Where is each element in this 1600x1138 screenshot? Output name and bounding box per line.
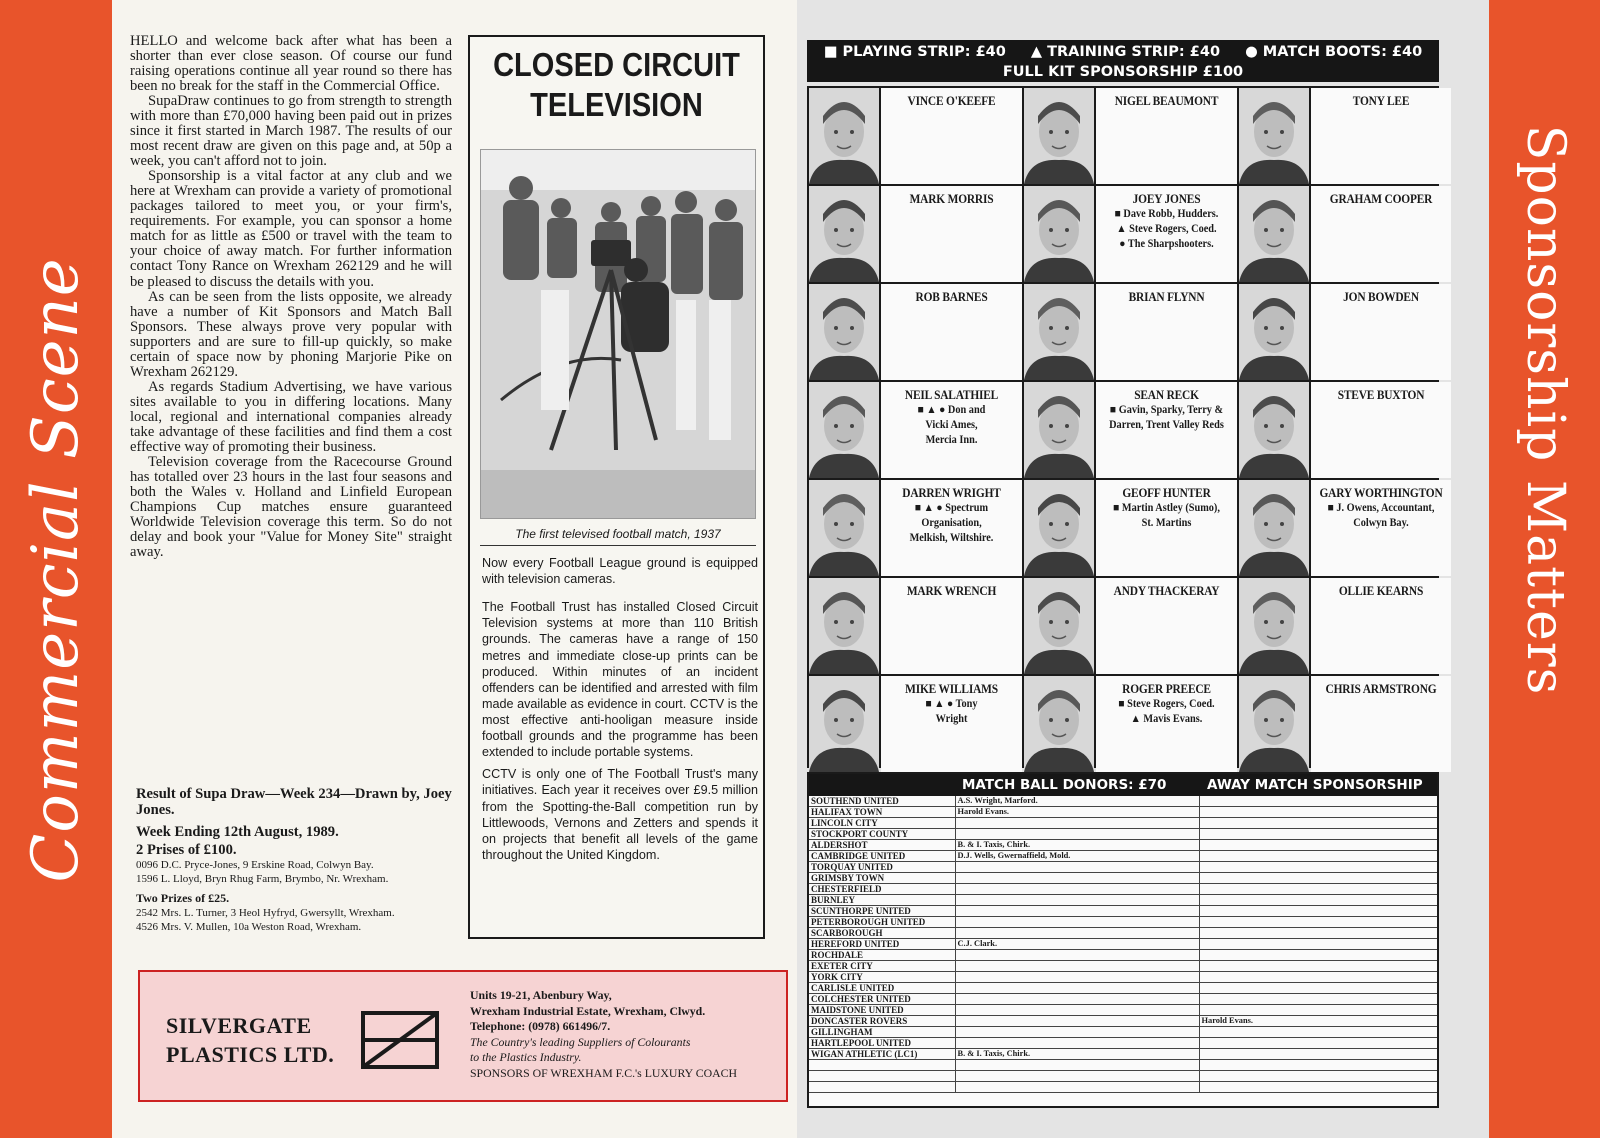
match-ball-donor: C.J. Clark. [955, 939, 1199, 950]
match-ball-donor: B. & I. Taxis, Chirk. [955, 1049, 1199, 1060]
player-sponsor-line: Organisation, [921, 516, 982, 529]
player-name: JOEY JONES [1132, 192, 1201, 206]
player-name: OLLIE KEARNS [1338, 584, 1424, 598]
player-sponsor-cell [1096, 382, 1237, 478]
player-photo [1239, 676, 1309, 772]
away-match-sponsor: Harold Evans. [1199, 1016, 1437, 1027]
away-match-sponsor [1199, 1071, 1437, 1082]
player-name: ROB BARNES [915, 290, 988, 304]
advert-tagline: to the Plastics Industry. [470, 1050, 582, 1065]
donors-table [809, 796, 1437, 1093]
away-match-sponsor [1199, 884, 1437, 895]
player-sponsor-line: ■ Martin Astley (Sumo), [1113, 502, 1220, 514]
player-portrait-icon [809, 186, 879, 282]
player-portrait-icon [1239, 676, 1309, 772]
player-sponsor-cell [881, 480, 1022, 576]
fixture-team: SOUTHEND UNITED [809, 796, 955, 807]
player-name: GRAHAM COOPER [1329, 192, 1433, 206]
player-photo [1239, 480, 1309, 576]
donor-row [809, 1038, 1437, 1049]
draw-prize-heading-2: Two Prizes of £25. [136, 890, 230, 905]
player-name: MARK MORRIS [909, 192, 994, 206]
article-paragraph: SupaDraw continues to go from strength to strength with more than £70,000 having been paid out in prizes since it first started in March 1987. The results of our most recent draw are given on this page and, at 50p a week, you can't afford not to join. [130, 93, 452, 170]
donor-row [809, 1049, 1437, 1060]
full-kit-price: FULL KIT SPONSORSHIP £100 [1002, 64, 1244, 80]
player-portrait-icon [809, 88, 879, 184]
away-match-sponsor [1199, 917, 1437, 928]
player-portrait-icon [1024, 382, 1094, 478]
match-ball-donor [955, 1060, 1199, 1071]
player-photo [1239, 578, 1309, 674]
player-sponsor-line: ■ ▲ ● Don and [917, 404, 986, 416]
away-match-sponsor [1199, 928, 1437, 939]
player-portrait-icon [1024, 88, 1094, 184]
cctv-text [482, 555, 758, 875]
away-sponsorship-title: AWAY MATCH SPONSORSHIP [1207, 777, 1423, 793]
donor-row [809, 873, 1437, 884]
draw-winner: 4526 Mrs. V. Mullen, 10a Weston Road, Wrexham. [136, 921, 362, 934]
player-name: MARK WRENCH [906, 584, 997, 598]
player-portrait-icon [809, 578, 879, 674]
cctv-title-line: CLOSED CIRCUIT [493, 46, 740, 83]
away-match-sponsor [1199, 1049, 1437, 1060]
player-photo [1239, 284, 1309, 380]
player-photo [1024, 578, 1094, 674]
player-name: TONY LEE [1352, 94, 1410, 108]
donor-row [809, 928, 1437, 939]
away-match-sponsor [1199, 818, 1437, 829]
advert-telephone: Telephone: (0978) 661496/7. [470, 1019, 611, 1034]
fixture-team: BURNLEY [809, 895, 955, 906]
player-name: GEOFF HUNTER [1122, 486, 1211, 500]
fixture-team: DONCASTER ROVERS [809, 1016, 955, 1027]
player-sponsor-cell [881, 186, 1022, 282]
fixture-team [809, 1071, 955, 1082]
player-photo [1024, 676, 1094, 772]
fixture-team: YORK CITY [809, 972, 955, 983]
advertiser-name-line: PLASTICS LTD. [166, 1041, 335, 1067]
away-match-sponsor [1199, 994, 1437, 1005]
player-sponsor-cell [1311, 382, 1451, 478]
player-sponsor-line: Melkish, Wiltshire. [909, 531, 994, 544]
draw-winner: 2542 Mrs. L. Turner, 3 Heol Hyfryd, Gwersyllt, Wrexham. [136, 906, 395, 919]
player-portrait-icon [809, 284, 879, 380]
article-paragraph: Sponsorship is a vital factor at any club and we here at Wrexham can provide a variety of promotional packages tailored to meet you, or your firm's, requirements. For example, you can sponsor a home match for as little as £500 or travel with the team to your choice of away match. For further information contact Tony Rance on Wrexham 262129 and he will be pleased to discuss the details with you. [130, 168, 452, 290]
fixture-team [809, 1060, 955, 1071]
player-photo [809, 186, 879, 282]
right-title-band [1489, 0, 1600, 1138]
player-sponsor-line: Wright [935, 712, 968, 725]
advert-address: Units 19-21, Abenbury Way, [470, 988, 612, 1002]
player-sponsor-grid [807, 86, 1443, 768]
donor-row [809, 983, 1437, 994]
player-photo [1024, 186, 1094, 282]
cctv-title [488, 45, 746, 126]
fixture-team: COLCHESTER UNITED [809, 994, 955, 1005]
advert-tagline: The Country's leading Suppliers of Colourants [470, 1034, 691, 1049]
article-paragraph: HELLO and welcome back after what has been a shorter than ever close season. Of course our fund raising operations continue all year round so there has been no break for the staff in the Commercial Office. [130, 33, 452, 95]
player-portrait-icon [1239, 382, 1309, 478]
fixture-team: HALIFAX TOWN [809, 807, 955, 818]
donor-row [809, 1027, 1437, 1038]
left-title-band [0, 0, 112, 1138]
fixture-team: CARLISLE UNITED [809, 983, 955, 994]
player-name: STEVE BUXTON [1337, 388, 1425, 402]
donor-row [809, 807, 1437, 818]
player-photo [1239, 88, 1309, 184]
advertiser-details [470, 988, 780, 1081]
match-ball-donor [955, 983, 1199, 994]
player-sponsor-cell [881, 578, 1022, 674]
player-sponsor-cell [881, 676, 1022, 772]
donor-row [809, 906, 1437, 917]
away-match-sponsor [1199, 796, 1437, 807]
player-photo [1024, 382, 1094, 478]
player-portrait-icon [809, 382, 879, 478]
away-match-sponsor [1199, 939, 1437, 950]
player-photo [809, 578, 879, 674]
player-name: JON BOWDEN [1343, 290, 1419, 304]
away-match-sponsor [1199, 829, 1437, 840]
player-name: GARY WORTHINGTON [1319, 486, 1443, 500]
player-portrait-icon [1239, 186, 1309, 282]
caption-divider [480, 545, 756, 546]
donor-row [809, 884, 1437, 895]
player-portrait-icon [1024, 578, 1094, 674]
donor-row [809, 961, 1437, 972]
training-strip-price: ▲ TRAINING STRIP: £40 [1030, 44, 1221, 60]
player-portrait-icon [1024, 676, 1094, 772]
match-ball-donor [955, 873, 1199, 884]
player-sponsor-cell [1096, 284, 1237, 380]
playing-strip-price: ■ PLAYING STRIP: £40 [823, 44, 1006, 60]
match-ball-donor [955, 895, 1199, 906]
player-sponsor-line: ▲ Mavis Evans. [1130, 712, 1203, 725]
player-sponsor-cell [1311, 284, 1451, 380]
historic-photo [480, 149, 756, 519]
player-name: ROGER PREECE [1122, 682, 1211, 696]
donor-row [809, 939, 1437, 950]
article-paragraph: Television coverage from the Racecourse Ground has totalled over 23 hours in the last four seasons and both the Wales v. Holland and Linfield European Champions Cup matches ensure guaranteed Worldwide Television coverage this term. So do not delay and book your "Value for Money Site" straight away. [130, 453, 452, 561]
player-sponsor-line: ■ ▲ ● Spectrum [914, 502, 989, 514]
player-portrait-icon [1024, 480, 1094, 576]
player-sponsor-cell [1096, 186, 1237, 282]
player-photo [1024, 480, 1094, 576]
away-match-sponsor [1199, 873, 1437, 884]
away-match-sponsor [1199, 1082, 1437, 1093]
match-ball-donor [955, 928, 1199, 939]
player-sponsor-line: St. Martins [1141, 516, 1192, 529]
fixture-team: CHESTERFIELD [809, 884, 955, 895]
fixture-team: STOCKPORT COUNTY [809, 829, 955, 840]
fixture-team: HEREFORD UNITED [809, 939, 955, 950]
draw-winner: 0096 D.C. Pryce-Jones, 9 Erskine Road, Colwyn Bay. [136, 859, 374, 872]
player-sponsor-cell [881, 382, 1022, 478]
match-ball-donor: B. & I. Taxis, Chirk. [955, 840, 1199, 851]
player-sponsor-cell [1096, 578, 1237, 674]
player-portrait-icon [1239, 284, 1309, 380]
match-ball-donor [955, 1082, 1199, 1093]
draw-heading: Result of Supa Draw—Week 234—Drawn by, Joey Jones. [136, 786, 452, 819]
match-ball-donor [955, 972, 1199, 983]
match-ball-donor [955, 961, 1199, 972]
player-name: MIKE WILLIAMS [905, 682, 998, 696]
match-ball-donor [955, 818, 1199, 829]
away-match-sponsor [1199, 906, 1437, 917]
photo-caption: The first televised football match, 1937 [515, 527, 721, 541]
match-ball-donor: Harold Evans. [955, 807, 1199, 818]
player-name: DARREN WRIGHT [902, 486, 1001, 500]
away-match-sponsor [1199, 862, 1437, 873]
away-match-sponsor [1199, 851, 1437, 862]
player-photo [809, 88, 879, 184]
cctv-title-line: TELEVISION [530, 86, 703, 124]
away-match-sponsor [1199, 961, 1437, 972]
player-name: ANDY THACKERAY [1113, 584, 1220, 598]
fixture-team: LINCOLN CITY [809, 818, 955, 829]
player-portrait-icon [1239, 480, 1309, 576]
donor-row [809, 818, 1437, 829]
donor-row [809, 1016, 1437, 1027]
player-sponsor-cell [1096, 676, 1237, 772]
fixture-team: HARTLEPOOL UNITED [809, 1038, 955, 1049]
donor-row [809, 950, 1437, 961]
silvergate-advert [138, 970, 788, 1102]
photo-illustration [481, 150, 756, 519]
advertiser-name [166, 1012, 334, 1069]
match-ball-donors-title: MATCH BALL DONORS: £70 [962, 777, 1167, 793]
fixture-team: TORQUAY UNITED [809, 862, 955, 873]
supa-draw-results [136, 786, 458, 934]
player-portrait-icon [809, 676, 879, 772]
match-ball-donor [955, 917, 1199, 928]
player-sponsor-line: ■ J. Owens, Accountant, [1327, 502, 1435, 514]
donor-row [809, 972, 1437, 983]
player-sponsor-line: ■ Steve Rogers, Coed. [1118, 698, 1215, 710]
fixture-team: CAMBRIDGE UNITED [809, 851, 955, 862]
player-sponsor-line: ● The Sharpshooters. [1119, 237, 1214, 250]
fixture-team: EXETER CITY [809, 961, 955, 972]
match-ball-donor [955, 829, 1199, 840]
right-page [797, 0, 1600, 1138]
player-sponsor-cell [881, 284, 1022, 380]
match-ball-donor [955, 1005, 1199, 1016]
player-portrait-icon [1024, 284, 1094, 380]
fixture-team: GRIMSBY TOWN [809, 873, 955, 884]
match-ball-donor [955, 994, 1199, 1005]
player-sponsor-cell [1096, 88, 1237, 184]
player-portrait-icon [809, 480, 879, 576]
player-portrait-icon [1239, 88, 1309, 184]
cctv-paragraph: The Football Trust has installed Closed Circuit Television systems at more than 110 British grounds. The cameras have a range of 150 metres and immediate close-up prints can be produced. Within minutes of an incident offenders can be identified and arrested with film made available as evidence in court. CCTV is the most effective anti-hooligan measure inside football grounds and the programme has been extended to include portable systems. [482, 600, 758, 760]
player-sponsor-cell [1311, 676, 1451, 772]
fixture-team: ALDERSHOT [809, 840, 955, 851]
commercial-scene-title: Commercial Scene [19, 257, 93, 883]
donors-header [809, 774, 1437, 796]
player-sponsor-line: ■ Gavin, Sparky, Terry & [1109, 404, 1224, 416]
player-photo [1024, 88, 1094, 184]
away-match-sponsor [1199, 1060, 1437, 1071]
fixture-team: PETERBOROUGH UNITED [809, 917, 955, 928]
fixture-team: ROCHDALE [809, 950, 955, 961]
fixture-team: MAIDSTONE UNITED [809, 1005, 955, 1016]
draw-prize-heading-1: 2 Prises of £100. [136, 842, 237, 859]
away-match-sponsor [1199, 895, 1437, 906]
article-paragraph: As can be seen from the lists opposite, we already have a number of Kit Sponsors and Match Ball Sponsors. These always prove very popular with supporters and are sure to fill-up quickly, so make certain of space now by phoning Marjorie Pike on Wrexham 262129. [130, 288, 452, 380]
player-name: VINCE O'KEEFE [907, 94, 996, 108]
player-sponsor-line: Colwyn Bay. [1353, 516, 1409, 529]
away-match-sponsor [1199, 983, 1437, 994]
donor-row [809, 1060, 1437, 1071]
cctv-paragraph: CCTV is only one of The Football Trust's many initiatives. Each year it receives over £9.5 million from the Spotting-the-Ball competition run by Littlewoods, Vernons and Zetters and spends it on projects that benefit all levels of the game throughout the United Kingdom. [482, 767, 758, 862]
away-match-sponsor [1199, 950, 1437, 961]
fixture-team [809, 1082, 955, 1093]
match-ball-donor [955, 1016, 1199, 1027]
player-sponsor-line: ■ ▲ ● Tony [925, 698, 978, 710]
player-photo [809, 284, 879, 380]
draw-week-ending: Week Ending 12th August, 1989. [136, 824, 339, 841]
advertiser-name-line: SILVERGATE [166, 1013, 312, 1038]
match-ball-donor [955, 1071, 1199, 1082]
donor-row [809, 1005, 1437, 1016]
advert-sponsor-line: SPONSORS OF WREXHAM F.C.'s LUXURY COACH [470, 1065, 737, 1080]
away-match-sponsor [1199, 807, 1437, 818]
match-ball-donor: A.S. Wright, Marford. [955, 796, 1199, 807]
player-name: NIGEL BEAUMONT [1114, 94, 1219, 108]
player-name: CHRIS ARMSTRONG [1325, 682, 1437, 696]
match-ball-donor [955, 1027, 1199, 1038]
player-sponsor-line: Darren, Trent Valley Reds [1109, 418, 1224, 431]
match-ball-donor [955, 862, 1199, 873]
away-match-sponsor [1199, 972, 1437, 983]
kit-sponsorship-header [807, 40, 1439, 82]
player-sponsor-line: ■ Dave Robb, Hudders. [1114, 208, 1219, 220]
match-ball-donor [955, 884, 1199, 895]
player-sponsor-cell [1096, 480, 1237, 576]
sponsorship-matters-title: Sponsorship Matters [1515, 124, 1575, 696]
gate-logo-icon [360, 1010, 440, 1070]
match-ball-donor: D.J. Wells, Gwernaffield, Mold. [955, 851, 1199, 862]
player-photo [809, 382, 879, 478]
player-photo [1239, 382, 1309, 478]
player-sponsor-cell [1311, 88, 1451, 184]
match-boots-price: ● MATCH BOOTS: £40 [1245, 44, 1423, 60]
player-sponsor-line: Vicki Ames, [925, 418, 978, 431]
cctv-box [468, 35, 765, 939]
fixture-team: GILLINGHAM [809, 1027, 955, 1038]
fixture-team: WIGAN ATHLETIC (LC1) [809, 1049, 955, 1060]
away-match-sponsor [1199, 1038, 1437, 1049]
match-ball-donor [955, 1038, 1199, 1049]
left-page [0, 0, 797, 1138]
donor-row [809, 829, 1437, 840]
player-sponsor-cell [881, 88, 1022, 184]
draw-winner: 1596 L. Lloyd, Bryn Rhug Farm, Brymbo, Nr. Wrexham. [136, 873, 389, 886]
player-sponsor-line: ▲ Steve Rogers, Coed. [1116, 222, 1217, 235]
donor-row [809, 994, 1437, 1005]
match-ball-donor [955, 950, 1199, 961]
player-sponsor-cell [1311, 186, 1451, 282]
match-ball-donors-box [807, 772, 1439, 1108]
cctv-paragraph: Now every Football League ground is equipped with television cameras. [482, 556, 758, 587]
player-photo [1239, 186, 1309, 282]
donor-row [809, 851, 1437, 862]
donor-row [809, 862, 1437, 873]
away-match-sponsor [1199, 1005, 1437, 1016]
player-sponsor-cell [1311, 480, 1451, 576]
player-name: SEAN RECK [1134, 388, 1199, 402]
player-photo [1024, 284, 1094, 380]
player-portrait-icon [1024, 186, 1094, 282]
away-match-sponsor [1199, 840, 1437, 851]
player-photo [809, 676, 879, 772]
donor-row [809, 917, 1437, 928]
advert-address: Wrexham Industrial Estate, Wrexham, Clwyd. [470, 1003, 706, 1018]
player-photo [809, 480, 879, 576]
donor-row [809, 796, 1437, 807]
donor-row [809, 1082, 1437, 1093]
player-name: BRIAN FLYNN [1128, 290, 1205, 304]
away-match-sponsor [1199, 1027, 1437, 1038]
player-sponsor-cell [1311, 578, 1451, 674]
player-name: NEIL SALATHIEL [904, 388, 999, 402]
fixture-team: SCARBOROUGH [809, 928, 955, 939]
donor-row [809, 1071, 1437, 1082]
player-sponsor-line: Mercia Inn. [925, 433, 978, 446]
fixture-team: SCUNTHORPE UNITED [809, 906, 955, 917]
donor-row [809, 840, 1437, 851]
article-paragraph: As regards Stadium Advertising, we have various sites available to you in differing locations. Many local, regional and international companies already take advantage of these facilities and find them a cost effective way of promoting their business. [130, 378, 452, 455]
match-ball-donor [955, 906, 1199, 917]
donor-row [809, 895, 1437, 906]
commercial-article [130, 34, 452, 560]
player-portrait-icon [1239, 578, 1309, 674]
